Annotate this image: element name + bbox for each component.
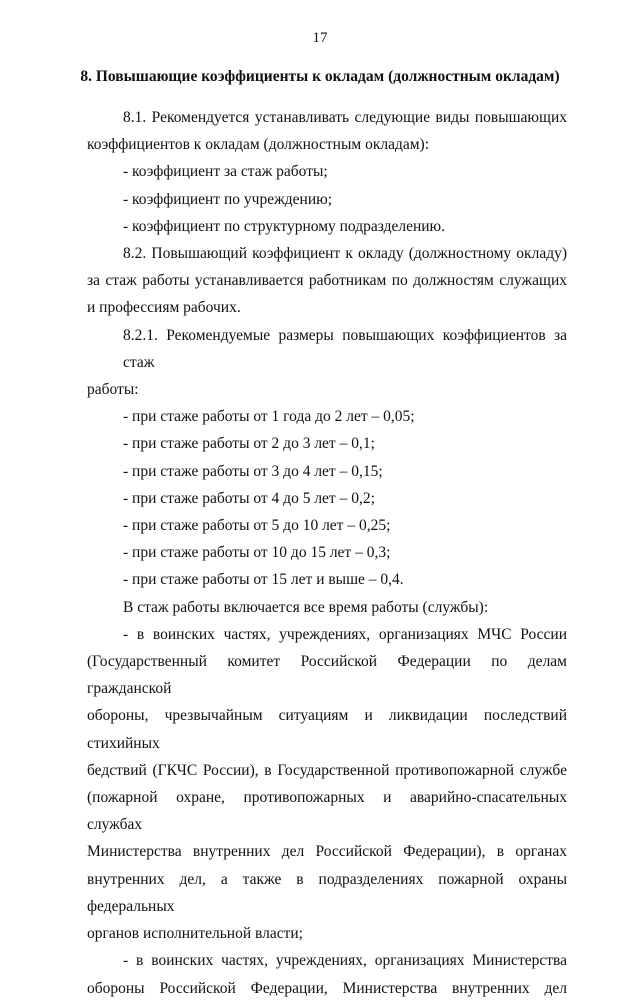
- text-line: работы:: [87, 381, 139, 399]
- paragraph-service-2: [87, 947, 567, 1001]
- paragraph-8-2: [87, 240, 567, 322]
- text-line: обороны, чрезвычайным ситуациям и ликвидации последствий стихийных: [87, 707, 567, 752]
- text-line: (пожарной охране, противопожарных и аварийно-спасательных службах: [87, 789, 567, 834]
- list-item: - коэффициент за стаж работы;: [123, 163, 328, 181]
- list-item: - при стаже работы от 2 до 3 лет – 0,1;: [123, 435, 375, 453]
- text-line: 8.2.1. Рекомендуемые размеры повышающих коэффициентов за стаж: [123, 326, 567, 371]
- text-line: и профессиям рабочих.: [87, 299, 241, 317]
- text-line: 8.2. Повышающий коэффициент к окладу (должностному окладу): [123, 245, 567, 263]
- page-number: 17: [312, 30, 328, 46]
- list-8-2-1: [87, 403, 567, 593]
- text-line: обороны Российской Федерации, Министерства внутренних дел: [87, 979, 567, 997]
- list-8-1: [87, 158, 567, 240]
- list-item: - коэффициент по структурному подразделению.: [123, 217, 446, 235]
- text-line: Министерства внутренних дел Российской Федерации), в органах: [87, 843, 567, 861]
- list-item: - при стаже работы от 4 до 5 лет – 0,2;: [123, 489, 375, 507]
- text-line: бедствий (ГКЧС России), в Государственной противопожарной службе: [87, 761, 567, 779]
- list-item: - при стаже работы от 3 до 4 лет – 0,15;: [123, 462, 383, 480]
- text-line: внутренних дел, а также в подразделениях пожарной охраны федеральных: [87, 870, 567, 915]
- text-line: 8.1. Рекомендуется устанавливать следующие виды повышающих: [123, 109, 567, 126]
- paragraph-service-intro: [87, 594, 567, 621]
- paragraph-8-2-1: [87, 322, 567, 404]
- text-line: В стаж работы включается все время работы (службы):: [123, 598, 489, 616]
- paragraph-service-1: [87, 621, 567, 947]
- list-item: - коэффициент по учреждению;: [123, 190, 333, 208]
- text-line: - в воинских частях, учреждениях, организациях МЧС России: [123, 625, 567, 643]
- list-item: - при стаже работы от 1 года до 2 лет – 0,05;: [123, 408, 415, 426]
- list-item: - при стаже работы от 15 лет и выше – 0,4.: [123, 571, 404, 589]
- document-body: [87, 104, 567, 1002]
- text-line: органов исполнительной власти;: [87, 925, 303, 943]
- list-item: - при стаже работы от 5 до 10 лет – 0,25;: [123, 517, 391, 535]
- section-heading: 8. Повышающие коэффициенты к окладам (должностным окладам): [80, 68, 560, 85]
- text-line: - в воинских частях, учреждениях, организациях Министерства: [123, 952, 567, 970]
- text-line: (Государственный комитет Российской Федерации по делам гражданской: [87, 653, 567, 698]
- text-line: коэффициентов к окладам (должностным окладам):: [87, 136, 430, 154]
- paragraph-8-1: [87, 104, 567, 158]
- text-line: за стаж работы устанавливается работникам по должностям служащих: [87, 272, 567, 290]
- list-item: - при стаже работы от 10 до 15 лет – 0,3;: [123, 544, 391, 562]
